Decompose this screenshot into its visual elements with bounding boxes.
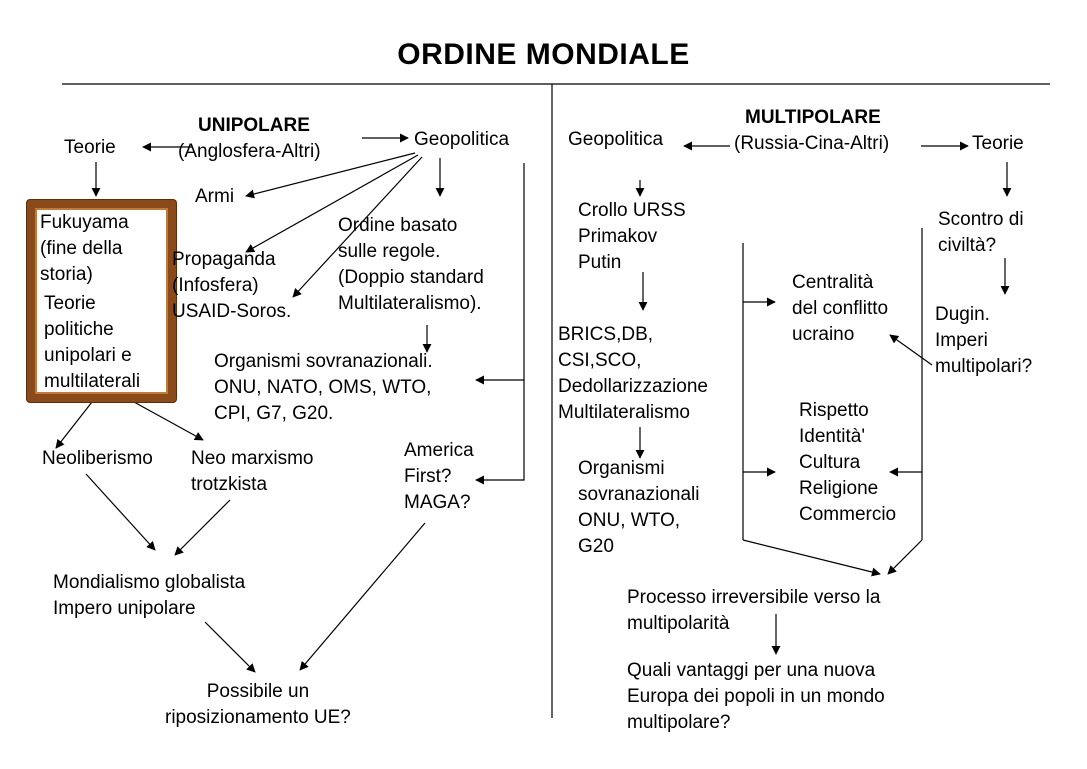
left-teorie: Teorie	[64, 137, 116, 158]
multipolare-heading: MULTIPOLARE	[745, 107, 881, 128]
diagram-title: ORDINE MONDIALE	[397, 38, 690, 71]
brics-node: BRICS,DB, CSI,SCO, Dedollarizzazione Multilateralismo	[558, 324, 708, 423]
propaganda-node: Propaganda (Infosfera) USAID-Soros.	[172, 249, 292, 322]
arrow-bracket-to-america	[476, 380, 524, 480]
vantaggi-node: Quali vantaggi per una nuova Europa dei popoli in un mondo multipolare?	[627, 660, 885, 733]
arrow-neoliberismo-to-mondialismo	[86, 474, 155, 550]
left-geopolitica: Geopolitica	[414, 129, 510, 150]
arrow-dugin-to-centralita	[890, 335, 932, 365]
arrow-box-to-neomarxismo	[134, 402, 203, 440]
riposizionamento-node: Possibile un riposizionamento UE?	[165, 681, 351, 728]
left-organismi-node: Organismi sovranazionali. ONU, NATO, OMS, WTO, CPI, G7, G20.	[214, 351, 433, 424]
arrow-mondialismo-to-ue	[205, 622, 255, 672]
mondialismo-node: Mondialismo globalista Impero unipolare	[53, 572, 246, 619]
crollo-urss-node: Crollo URSS Primakov Putin	[578, 200, 686, 273]
centralita-node: Centralità del conflitto ucraino	[792, 272, 889, 345]
neo-marxismo-node: Neo marxismo trotzkista	[191, 448, 314, 495]
rispetto-node: Rispetto Identità' Cultura Religione Commercio	[799, 400, 897, 525]
unipolare-subheading: (Anglosfera-Altri)	[178, 141, 321, 162]
arrow-box-to-neoliberismo	[56, 402, 92, 448]
arrow-neomarxismo-to-mondialismo	[175, 500, 230, 555]
unipolare-heading: UNIPOLARE	[198, 115, 310, 136]
arrow-right-to-processo	[888, 540, 922, 574]
teorie-politiche-node: Teorie politiche unipolari e multilaterali	[44, 293, 141, 392]
processo-node: Processo irreversibile verso la multipolarità	[627, 587, 881, 634]
right-organismi-node: Organismi sovranazionali ONU, WTO, G20	[578, 458, 700, 557]
ordine-basato-node: Ordine basato sulle regole. (Doppio standard Multilateralismo).	[338, 215, 484, 314]
arrow-america-to-ue	[300, 523, 425, 670]
armi-node: Armi	[195, 186, 235, 207]
fukuyama-node: Fukuyama (fine della storia)	[40, 212, 129, 285]
dugin-node: Dugin. Imperi multipolari?	[935, 304, 1033, 377]
right-teorie: Teorie	[972, 133, 1024, 154]
neoliberismo-node: Neoliberismo	[42, 448, 153, 469]
america-first-node: America First? MAGA?	[404, 440, 474, 513]
scontro-civilta-node: Scontro di civiltà?	[938, 209, 1024, 256]
multipolare-subheading: (Russia-Cina-Altri)	[734, 133, 890, 154]
right-geopolitica: Geopolitica	[568, 129, 664, 150]
arrow-bracket-to-processo	[743, 540, 880, 574]
